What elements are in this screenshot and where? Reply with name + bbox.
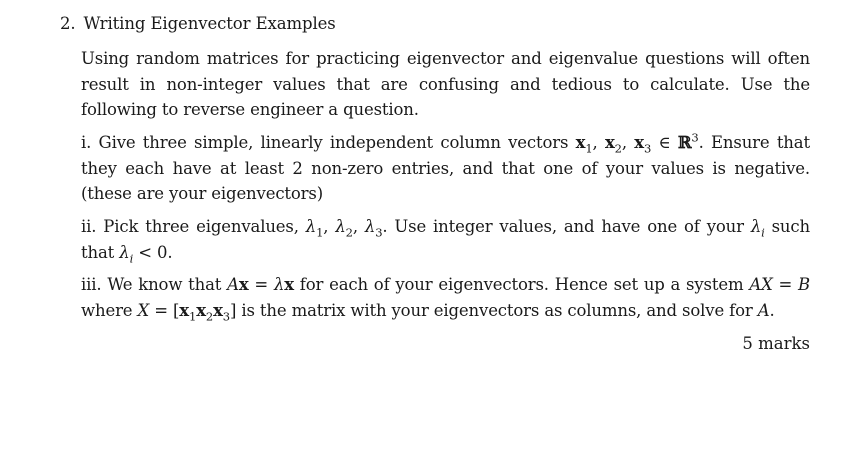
question-intro: Using random matrices for practicing eigenvector and eigenvalue questions will often result in non-integer values that are confusing and tedious to calculate. Use the following to reverse engineer a question.: [81, 49, 810, 119]
part-i-math: $x_1$, $x_2$, $x_3$ ∈ ℝ$^3$: [575, 130, 699, 156]
part-iii-math-system: AX = B: [749, 275, 811, 294]
part-ii-math-lambda-i: $\lambda_i$: [750, 217, 765, 240]
question-heading: [60, 14, 336, 33]
part-i-text-a: Give three simple, linearly independent column vectors: [98, 133, 569, 152]
part-ii: [81, 214, 810, 265]
part-ii-text-b: . Use integer values, and have one of your: [382, 217, 744, 236]
part-iii: [81, 272, 810, 323]
part-i-label: i.: [81, 133, 92, 152]
part-iii-text-b: for each of your eigenvectors. Hence set up a system: [299, 275, 744, 294]
part-iii-text-d: is the matrix with your eigenvectors as columns, and solve for: [241, 300, 753, 320]
marks-label: 5 marks: [742, 334, 810, 353]
question-number: 2.: [60, 14, 76, 33]
question-title: Writing Eigenvector Examples: [83, 14, 336, 33]
part-i: [81, 130, 810, 207]
part-ii-label: ii.: [81, 217, 97, 236]
part-ii-text-a: Pick three eigenvalues,: [103, 217, 299, 236]
part-ii-math-lambdas: $\lambda_1$, $\lambda_2$, $\lambda_3$: [305, 217, 383, 240]
part-iii-math-eq: Ax = λx: [227, 275, 294, 294]
part-i-text-b: . Ensure that they each have at least 2 non-zero entries, and that one of your values is negative. (these are your eigenvectors): [81, 133, 810, 203]
part-iii-math-x: $X = [x_1x_2x_3]$: [137, 300, 237, 323]
part-ii-text-c: such that: [81, 217, 810, 262]
part-iii-label: iii.: [81, 275, 102, 294]
part-iii-text-a: We know that: [107, 275, 222, 294]
part-ii-math-condition: $\lambda_i < 0$.: [119, 242, 173, 265]
part-iii-text-c: where: [81, 300, 133, 320]
part-iii-math-a: A.: [757, 300, 775, 320]
